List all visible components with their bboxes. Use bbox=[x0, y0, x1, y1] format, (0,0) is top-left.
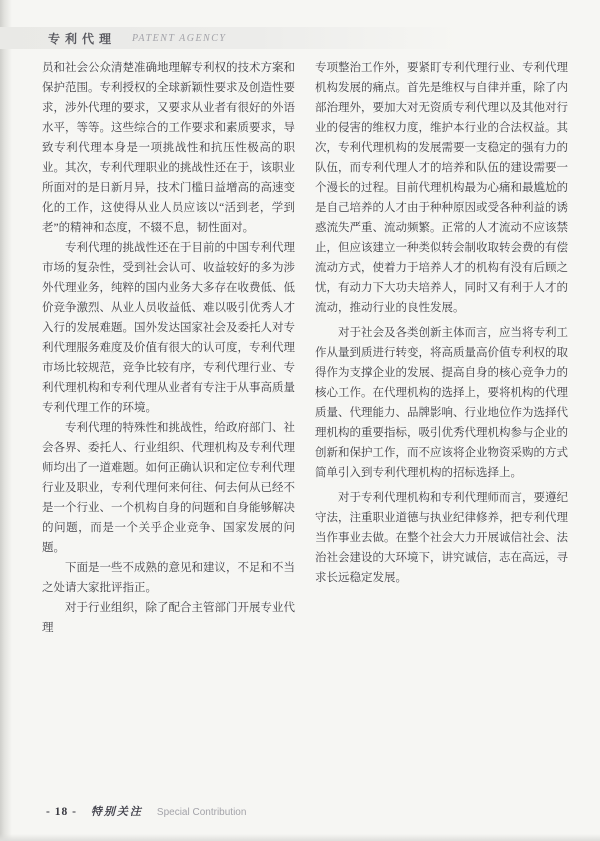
footer-column-name-en: Special Contribution bbox=[156, 807, 247, 818]
scan-left-edge-shadow bbox=[0, 0, 12, 841]
scan-bottom-edge-shadow bbox=[0, 834, 600, 841]
paragraph: 专利代理的特殊性和挑战性，给政府部门、社会各界、委托人、行业组织、代理机构及专利代理师均出了一道难题。如何正确认识和定位专利代理行业及职业，专利代理何来何往、何去何从已经不是一个行业、一个机构自身的问题和自身能够解决的问题，而是一个关乎企业竞争、国家发展的问题。 bbox=[42, 422, 295, 554]
header-section-title-cn: 专利代理 bbox=[48, 31, 117, 46]
paragraph: 下面是一些不成熟的意见和建议，不足和不当之处请大家批评指正。 bbox=[42, 562, 295, 594]
page-footer bbox=[46, 803, 246, 819]
paragraph: 专利代理的挑战性还在于目前的中国专利代理市场的复杂性，受到社会认可、收益较好的多为涉外代理业务，纯粹的国内业务大多存在收费低、低价竞争激烈、从业人员收益低、难以吸引优秀人才入行的发展难题。国外发达国家社会及委托人对专利代理服务难度及价值有很大的认可度，专利代理市场比较规范，竞争比较有序，专利代理行业、专利代理机构和专利代理从业者有专注于从事高质量专利代理工作的环境。 bbox=[42, 242, 295, 414]
paragraph: 对于行业组织，除了配合主管部门开展专业代理 bbox=[42, 602, 295, 634]
page-number: - 18 - bbox=[46, 806, 77, 818]
left-text-column bbox=[42, 58, 295, 638]
paragraph-continuation: 员和社会公众清楚准确地理解专利权的技术方案和保护范围。专利授权的全球新颖性要求及创造性要求，涉外代理的要求，又要求从业者有很好的外语水平，等等。这些综合的工作要求和素质要求，导致专利代理本身是一项挑战性和抗压性极高的职业。其次，专利代理职业的挑战性还在于，该职业所面对的是日新月异，技术门槛日益增高的高速变化的工作，这使得从业人员应该以“活到老，学到老”的精神和态度，不辍不息，韧性面对。 bbox=[42, 62, 295, 234]
paragraph: 对于专利代理机构和专利代理师而言，要遵纪守法，注重职业道德与执业纪律修养，把专利代理当作事业去做。在整个社会大力开展诚信社会、法治社会建设的大环境下，讲究诚信，志在高远，寻求长远稳定发展。 bbox=[315, 492, 568, 584]
article-body bbox=[42, 58, 568, 638]
footer-column-name-cn: 特别关注 bbox=[90, 806, 143, 818]
paragraph-continuation: 专项整治工作外，要紧盯专利代理行业、专利代理机构发展的痛点。首先是维权与自律并重，除了内部治理外，要加大对无资质专利代理以及其他对行业的侵害的维权力度，维护本行业的合法权益。其次，专利代理机构的发展需要一支稳定的强有力的队伍，而专利代理人才的培养和队伍的建设需要一个漫长的过程。目前代理机构最为心痛和最尴尬的是自己培养的人才由于种种原因或受各种利益的诱惑流失严重、流动频繁。正常的人才流动不应该禁止，但应该建立一种类似转会制收取转会费的有偿流动方式，使着力于培养人才的机构有没有后顾之忧，有动力下大功夫培养人，同时又有利于人才的流动，推动行业的良性发展。 bbox=[315, 62, 568, 314]
page-header bbox=[0, 27, 460, 49]
right-text-column bbox=[315, 58, 568, 638]
paragraph: 对于社会及各类创新主体而言，应当将专利工作从量到质进行转变，将高质量高价值专利权的取得作为支撑企业的发展、提高自身的核心竞争力的核心工作。在代理机构的选择上，要将机构的代理质量、代理能力、品牌影响、行业地位作为选择代理机构的重要指标，吸引优秀代理机构参与企业的创新和保护工作，而不应该将企业物资采购的方式简单引入到专利代理机构的招标选择上。 bbox=[315, 327, 568, 479]
header-section-title-en: PATENT AGENCY bbox=[132, 32, 227, 44]
